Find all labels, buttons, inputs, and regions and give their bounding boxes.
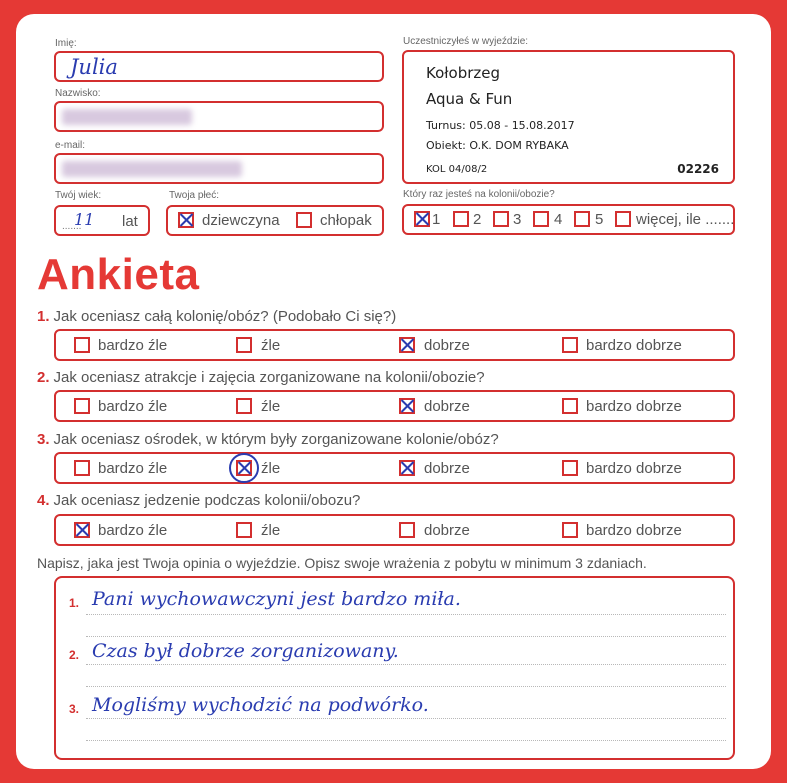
- question-4: [37, 492, 360, 509]
- age-unit: lat: [122, 213, 138, 230]
- answer-2-num: 2.: [69, 648, 80, 662]
- trip-turnus: [426, 119, 575, 132]
- gender-boy-checkbox[interactable]: [296, 212, 312, 228]
- trip-obiekt: [426, 139, 569, 152]
- question-4-num: 4.: [37, 492, 50, 509]
- trip-info-box: [402, 50, 735, 184]
- question-3-text: Jak oceniasz ośrodek, w którym były zorganizowane kolonie/obóz?: [53, 431, 499, 448]
- q2-opt-zle-checkbox[interactable]: [236, 398, 252, 414]
- answer-2-text: Czas był dobrze zorganizowany.: [92, 640, 399, 662]
- answer-3-text: Mogliśmy wychodzić na podwórko.: [92, 694, 429, 716]
- which-time-field: [402, 204, 735, 235]
- q3-opt-zle-label: źle: [261, 460, 281, 477]
- time-5-checkbox[interactable]: [574, 211, 590, 227]
- q2-opt-bardzo-zle-checkbox[interactable]: [74, 398, 90, 414]
- answer-line-extra-2: [86, 686, 726, 687]
- age-dots: .......: [62, 221, 82, 232]
- q2-opt-bardzo-dobrze-checkbox[interactable]: [562, 398, 578, 414]
- question-3-scale: [54, 452, 735, 484]
- q2-opt-bardzo-dobrze-label: bardzo dobrze: [586, 398, 682, 415]
- answer-1-num: 1.: [69, 596, 80, 610]
- gender-label: Twoja płeć:: [169, 190, 220, 201]
- surname-redacted: [62, 109, 192, 125]
- turnus-value: 05.08 - 15.08.2017: [469, 119, 575, 132]
- question-2: [37, 369, 485, 386]
- q4-opt-dobrze-label: dobrze: [424, 522, 470, 539]
- time-1-checkbox[interactable]: [414, 211, 430, 227]
- question-2-num: 2.: [37, 369, 50, 386]
- q3-opt-dobrze-checkbox[interactable]: [399, 460, 415, 476]
- surname-field[interactable]: [54, 101, 384, 132]
- q3-opt-bardzo-dobrze-label: bardzo dobrze: [586, 460, 682, 477]
- time-2-label: 2: [473, 211, 482, 228]
- question-4-scale: [54, 514, 735, 546]
- q1-opt-zle-label: źle: [261, 337, 281, 354]
- q1-opt-dobrze-label: dobrze: [424, 337, 470, 354]
- q4-opt-dobrze-checkbox[interactable]: [399, 522, 415, 538]
- which-time-label: Który raz jesteś na kolonii/obozie?: [403, 189, 555, 200]
- participant-label: Uczestniczyłeś w wyjeździe:: [403, 36, 529, 47]
- q1-opt-bardzo-zle-label: bardzo źle: [98, 337, 168, 354]
- question-1-scale: [54, 329, 735, 361]
- gender-boy-label: chłopak: [320, 212, 372, 229]
- q1-opt-bardzo-dobrze-label: bardzo dobrze: [586, 337, 682, 354]
- q4-opt-zle-checkbox[interactable]: [236, 522, 252, 538]
- q3-opt-dobrze-label: dobrze: [424, 460, 470, 477]
- email-label: e-mail:: [55, 140, 86, 151]
- answer-1-line: [86, 614, 726, 615]
- trip-code: KOL 04/08/2: [426, 164, 488, 175]
- q3-opt-bardzo-dobrze-checkbox[interactable]: [562, 460, 578, 476]
- question-1: [37, 308, 396, 325]
- q2-opt-bardzo-zle-label: bardzo źle: [98, 398, 168, 415]
- q3-opt-bardzo-zle-checkbox[interactable]: [74, 460, 90, 476]
- trip-number: 02226: [677, 162, 719, 176]
- question-2-scale: [54, 390, 735, 422]
- question-2-text: Jak oceniasz atrakcje i zajęcia zorganizowane na kolonii/obozie?: [53, 369, 485, 386]
- q2-opt-dobrze-label: dobrze: [424, 398, 470, 415]
- q1-opt-bardzo-zle-checkbox[interactable]: [74, 337, 90, 353]
- q4-opt-zle-label: źle: [261, 522, 281, 539]
- age-field[interactable]: [54, 205, 150, 236]
- time-more-label: więcej, ile .......: [636, 211, 735, 228]
- q3-opt-bardzo-zle-label: bardzo źle: [98, 460, 168, 477]
- name-label: Imię:: [55, 38, 77, 49]
- q2-opt-dobrze-checkbox[interactable]: [399, 398, 415, 414]
- time-4-checkbox[interactable]: [533, 211, 549, 227]
- gender-girl-label: dziewczyna: [202, 212, 280, 229]
- q1-opt-zle-checkbox[interactable]: [236, 337, 252, 353]
- surname-label: Nazwisko:: [55, 88, 101, 99]
- gender-girl-checkbox[interactable]: [178, 212, 194, 228]
- time-5-label: 5: [595, 211, 604, 228]
- question-1-num: 1.: [37, 308, 50, 325]
- time-3-label: 3: [513, 211, 522, 228]
- question-3-num: 3.: [37, 431, 50, 448]
- q4-opt-bardzo-dobrze-label: bardzo dobrze: [586, 522, 682, 539]
- obiekt-value: O.K. DOM RYBAKA: [469, 139, 569, 152]
- time-2-checkbox[interactable]: [453, 211, 469, 227]
- trip-city: Kołobrzeg: [426, 64, 501, 82]
- question-4-text: Jak oceniasz jedzenie podczas kolonii/obozu?: [53, 492, 361, 509]
- answer-1-text: Pani wychowawczyni jest bardzo miła.: [92, 588, 461, 610]
- name-field[interactable]: [54, 51, 384, 82]
- age-label: Twój wiek:: [55, 190, 102, 201]
- age-value: 11: [74, 210, 95, 229]
- q1-opt-bardzo-dobrze-checkbox[interactable]: [562, 337, 578, 353]
- time-more-checkbox[interactable]: [615, 211, 631, 227]
- name-value: Julia: [70, 55, 118, 79]
- answer-line-extra-1: [86, 636, 726, 637]
- question-3: [37, 431, 499, 448]
- question-1-text: Jak oceniasz całą kolonię/obóz? (Podobało Ci się?): [53, 308, 397, 325]
- gender-field: [166, 205, 384, 236]
- answer-3-line: [86, 718, 726, 719]
- opinion-prompt: Napisz, jaka jest Twoja opinia o wyjeździe. Opisz swoje wrażenia z pobytu w minimum 3 zdaniach.: [37, 555, 647, 571]
- trip-name: Aqua & Fun: [426, 90, 513, 108]
- q1-opt-dobrze-checkbox[interactable]: [399, 337, 415, 353]
- answer-3-num: 3.: [69, 702, 80, 716]
- email-redacted: [62, 161, 242, 177]
- q4-opt-bardzo-zle-checkbox[interactable]: [74, 522, 90, 538]
- answer-line-extra-3: [86, 740, 726, 741]
- email-field[interactable]: [54, 153, 384, 184]
- time-4-label: 4: [554, 211, 563, 228]
- survey-title: Ankieta: [37, 250, 200, 299]
- turnus-label: Turnus:: [426, 119, 466, 132]
- obiekt-label: Obiekt:: [426, 139, 466, 152]
- q3-opt-zle-circle: [229, 453, 259, 483]
- q2-opt-zle-label: źle: [261, 398, 281, 415]
- q4-opt-bardzo-dobrze-checkbox[interactable]: [562, 522, 578, 538]
- answer-2-line: [86, 664, 726, 665]
- time-3-checkbox[interactable]: [493, 211, 509, 227]
- time-1-label: 1: [432, 211, 441, 228]
- q4-opt-bardzo-zle-label: bardzo źle: [98, 522, 168, 539]
